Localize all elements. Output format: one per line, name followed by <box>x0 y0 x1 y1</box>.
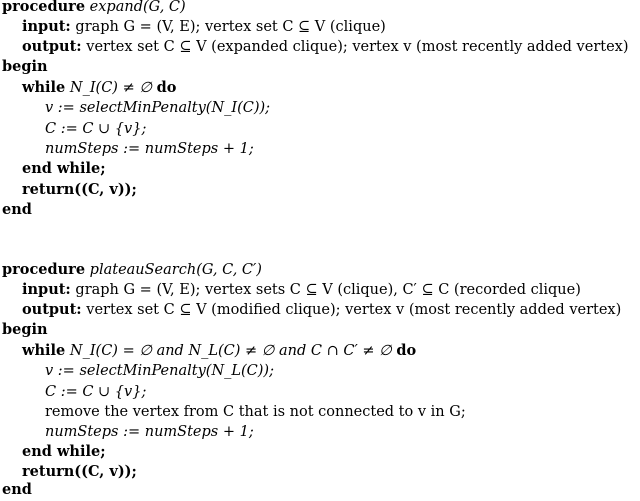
end-keyword: end <box>2 201 32 218</box>
while-line: while N_I(C) = ∅ and N_L(C) ≠ ∅ and C ∩ C′ ≠ ∅ do <box>22 342 417 359</box>
body-line: v := selectMinPenalty(N_L(C)); <box>45 363 274 379</box>
output-line: output: vertex set C ⊆ V (modified clique); vertex v (most recently added vertex) <box>22 301 622 318</box>
body-line: numSteps := numSteps + 1; <box>45 141 254 157</box>
procedure-header: procedure plateauSearch(G, C, C′) <box>2 261 262 278</box>
body-line: remove the vertex from C that is not connected to v in G; <box>45 404 466 420</box>
body-line: C := C ∪ {v}; <box>45 384 147 400</box>
body-line: v := selectMinPenalty(N_I(C)); <box>45 100 271 116</box>
end-while-line: end while; <box>22 443 106 460</box>
return-line: return((C, v)); <box>22 181 137 198</box>
output-line: output: vertex set C ⊆ V (expanded clique); vertex v (most recently added vertex) <box>22 38 629 55</box>
input-line: input: graph G = (V, E); vertex set C ⊆ V (clique) <box>22 18 386 35</box>
end-keyword: end <box>2 481 32 498</box>
begin-keyword: begin <box>2 321 48 338</box>
input-line: input: graph G = (V, E); vertex sets C ⊆ V (clique), C′ ⊆ C (recorded clique) <box>22 281 581 298</box>
end-while-line: end while; <box>22 160 106 177</box>
return-line: return((C, v)); <box>22 463 137 480</box>
body-line: C := C ∪ {v}; <box>45 121 147 137</box>
body-line: numSteps := numSteps + 1; <box>45 424 254 440</box>
begin-keyword: begin <box>2 58 48 75</box>
procedure-header: procedure expand(G, C) <box>2 0 186 15</box>
while-line: while N_I(C) ≠ ∅ do <box>22 79 177 96</box>
